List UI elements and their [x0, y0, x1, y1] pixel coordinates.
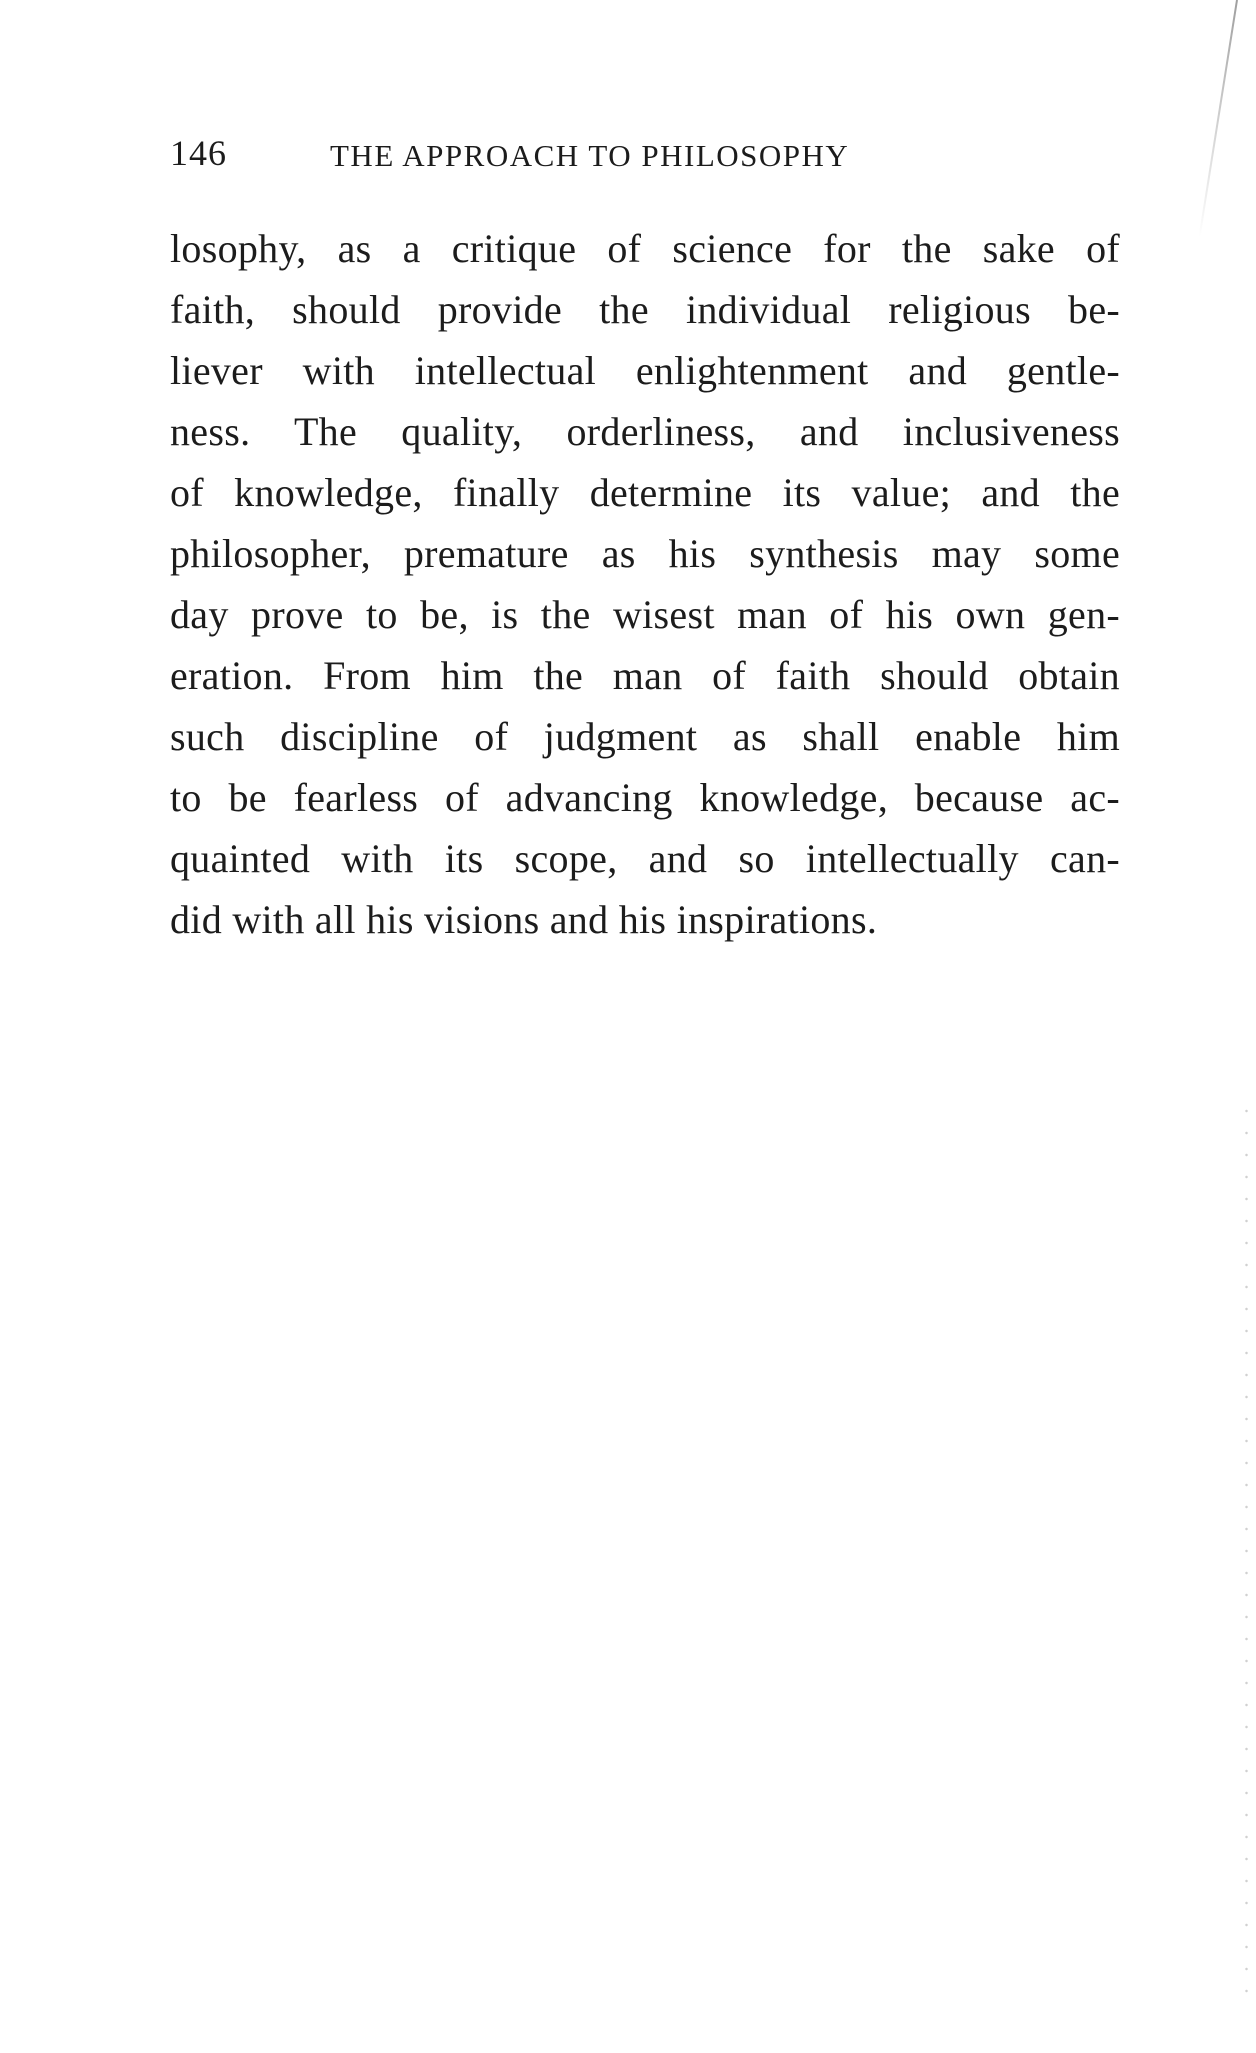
text-line: liever with intellectual enlightenment and gentle-: [170, 348, 1120, 393]
text-line: quainted with its scope, and so intellectually can-: [170, 836, 1120, 881]
text-line: losophy, as a critique of science for the sake of: [170, 226, 1120, 271]
running-title: THE APPROACH TO PHILOSOPHY: [330, 138, 850, 173]
scan-edge-mark: [1198, 0, 1238, 237]
body-paragraph: [170, 218, 1120, 950]
text-line: faith, should provide the individual religious be-: [170, 287, 1120, 332]
text-line: did with all his visions and his inspirations.: [170, 897, 878, 942]
text-line: eration. From him the man of faith should obtain: [170, 653, 1120, 698]
text-line: day prove to be, is the wisest man of his own gen-: [170, 592, 1120, 637]
text-line: ness. The quality, orderliness, and inclusiveness: [170, 409, 1120, 454]
page-number: 146: [170, 133, 227, 173]
text-line: of knowledge, finally determine its value; and the: [170, 470, 1120, 515]
text-line: philosopher, premature as his synthesis may some: [170, 531, 1120, 576]
scan-edge-dots: [1245, 1100, 1248, 2000]
text-line: to be fearless of advancing knowledge, because ac-: [170, 775, 1120, 820]
running-head: [170, 132, 1090, 182]
text-line: such discipline of judgment as shall enable him: [170, 714, 1120, 759]
